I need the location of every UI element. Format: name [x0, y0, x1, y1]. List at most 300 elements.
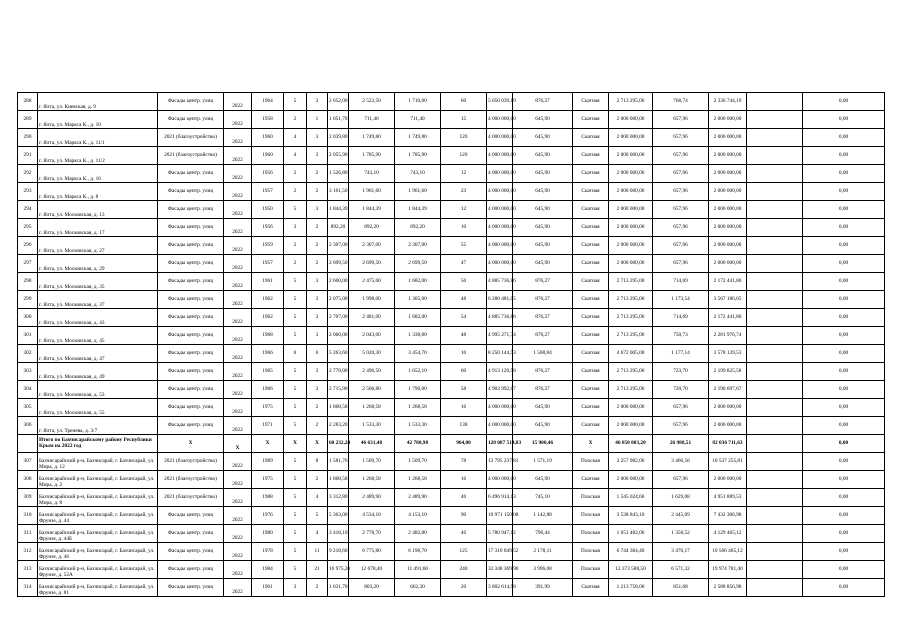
cell-floors: 5	[284, 201, 307, 219]
cell-build-year: 1957	[252, 183, 284, 201]
cell-roof-type: Скатная	[573, 237, 609, 255]
cell-specific-cost: 26 988,51	[653, 435, 709, 453]
cell-plan-year: 2022	[224, 417, 252, 435]
cell-work-type: Фасады центр. улиц	[158, 183, 224, 201]
cell-plan-year: 2022	[224, 489, 252, 507]
cell-entrances: 2	[307, 183, 328, 201]
cell-address: Бахчисарайский р-н, Бахчисарай, г. Бахчисарай, ул. Фрунзе, д. 44	[38, 507, 158, 525]
cell-budget-amount: 4 129 465,12	[709, 525, 747, 543]
cell-other-amount: 0,00	[803, 255, 885, 273]
cell-other-amount: 0,00	[803, 363, 885, 381]
cell-build-year: 1956	[252, 165, 284, 183]
cell-total-area: 2 060,00	[328, 327, 349, 345]
cell-fund-amount: 2 713 295,00	[609, 93, 653, 111]
cell-plan-year: 2022	[224, 111, 252, 129]
cell-budget-amount: 2 000 000,00	[709, 255, 747, 273]
cell-work-type: Фасады центр. улиц	[158, 363, 224, 381]
cell-row-number: 296	[18, 237, 38, 255]
cell-fund-amount: 2 000 000,00	[609, 255, 653, 273]
cell-build-year: 1950	[252, 201, 284, 219]
cell-plan-year: 2022	[224, 381, 252, 399]
cell-total-area: 2 075,00	[328, 291, 349, 309]
cell-total-cost: 4 885 736,86	[487, 273, 513, 291]
cell-address: г. Ялта, ул. Московская, д. 55	[38, 399, 158, 417]
cell-floors: 2	[284, 255, 307, 273]
cell-plan-year: 2022	[224, 543, 252, 561]
cell-roof-type: Плоская	[573, 453, 609, 471]
cell-unit-cost: 645,90	[513, 183, 573, 201]
cell-other-amount: 0,00	[803, 561, 885, 579]
cell-other-amount: 0,00	[803, 129, 885, 147]
cell-roof-type: Скатная	[573, 147, 609, 165]
cell-plan-year: 2022	[224, 291, 252, 309]
cell-fund-amount: 12 373 588,50	[609, 561, 653, 579]
cell-living-area: 1 998,00	[349, 291, 395, 309]
cell-living-area: 711,40	[349, 111, 395, 129]
total-row	[18, 435, 885, 453]
cell-unit-cost: 876,27	[513, 381, 573, 399]
cell-living-area: 12 678,40	[349, 561, 395, 579]
cell-build-year: 1984	[252, 561, 284, 579]
cell-fund-amount: 3 538 843,10	[609, 507, 653, 525]
cell-living-area: 2 043,00	[349, 327, 395, 345]
cell-plan-year: 2022	[224, 363, 252, 381]
cell-entrances: 3	[307, 93, 328, 111]
cell-work-type: Фасады центр. улиц	[158, 561, 224, 579]
cell-unit-cost: 645,90	[513, 201, 573, 219]
cell-row-number: 290	[18, 129, 38, 147]
cell-roof-type: Скатная	[573, 129, 609, 147]
cell-residential-area: 892,20	[395, 219, 441, 237]
cell-roof-type: Плоская	[573, 561, 609, 579]
cell-budget-amount: 2 199 825,58	[709, 363, 747, 381]
cell-specific-cost: 6 571,32	[653, 561, 709, 579]
cell-specific-cost: 657,96	[653, 219, 709, 237]
cell-fund-amount: 3 257 982,00	[609, 453, 653, 471]
cell-address: г. Ялта, ул. Тренева, д. 3/7	[38, 417, 158, 435]
cell-roof-type: Скатная	[573, 183, 609, 201]
table-row	[18, 345, 885, 363]
table-row	[18, 129, 885, 147]
cell-row-number: 295	[18, 219, 38, 237]
cell-budget-amount: 2 000 000,00	[709, 147, 747, 165]
cell-fund-amount: 2 713 295,00	[609, 327, 653, 345]
cell-address: г. Ялта, ул. Московская, д. 29	[38, 255, 158, 273]
cell-work-type: Фасады центр. улиц	[158, 507, 224, 525]
cell-entrances: 3	[307, 273, 328, 291]
cell-residential-area: 2 489,90	[395, 489, 441, 507]
cell-budget-amount: 2 000 000,00	[709, 417, 747, 435]
cell-unit-cost: 645,90	[513, 399, 573, 417]
cell-work-type: Фасады центр. улиц	[158, 525, 224, 543]
cell-address: г. Ялта, ул. Московская, д. 43	[38, 309, 158, 327]
cell-residents: 16	[441, 471, 487, 489]
cell-spacer	[747, 183, 803, 201]
cell-residents: 964,00	[441, 435, 487, 453]
cell-entrances: 6	[307, 345, 328, 363]
cell-total-area: 2 055,90	[328, 147, 349, 165]
cell-total-cost: 4 000 000,00	[487, 417, 513, 435]
table-row	[18, 93, 885, 111]
cell-budget-amount: 2 000 000,00	[709, 165, 747, 183]
table-row	[18, 525, 885, 543]
cell-unit-cost: 645,90	[513, 255, 573, 273]
cell-plan-year: 2022	[224, 345, 252, 363]
cell-entrances: 3	[307, 381, 328, 399]
cell-other-amount: 0,00	[803, 525, 885, 543]
cell-spacer	[747, 507, 803, 525]
cell-residents: 58	[441, 381, 487, 399]
cell-row-number: 314	[18, 579, 38, 597]
cell-entrances: X	[307, 435, 328, 453]
cell-entrances: 2	[307, 255, 328, 273]
cell-build-year: 1975	[252, 399, 284, 417]
cell-roof-type: Скатная	[573, 363, 609, 381]
cell-residents: 55	[441, 237, 487, 255]
cell-build-year: 1966	[252, 381, 284, 399]
cell-floors: X	[284, 435, 307, 453]
cell-residents: 120	[441, 147, 487, 165]
cell-total-area: 16 975,20	[328, 561, 349, 579]
cell-fund-amount: 1 545 024,60	[609, 489, 653, 507]
cell-budget-amount: 2 000 000,00	[709, 237, 747, 255]
cell-other-amount: 0,00	[803, 381, 885, 399]
cell-row-number: 288	[18, 93, 38, 111]
cell-fund-amount: 2 000 000,00	[609, 417, 653, 435]
cell-plan-year: 2022	[224, 147, 252, 165]
cell-unit-cost: 876,27	[513, 93, 573, 111]
cell-total-area: 3 312,80	[328, 489, 349, 507]
cell-living-area: 1 268,58	[349, 399, 395, 417]
cell-residents: 60	[441, 363, 487, 381]
cell-other-amount: 0,00	[803, 201, 885, 219]
cell-spacer	[747, 579, 803, 597]
cell-address: Итого по Бахчисарайскому району Республики Крым на 2022 год	[38, 435, 158, 453]
cell-entrances: 4	[307, 489, 328, 507]
cell-plan-year: 2022	[224, 399, 252, 417]
cell-total-cost: 128 087 514,83	[487, 435, 513, 453]
cell-total-area: 1 051,70	[328, 111, 349, 129]
cell-work-type: Фасады центр. улиц	[158, 93, 224, 111]
cell-entrances: 4	[307, 525, 328, 543]
cell-work-type: Фасады центр. улиц	[158, 273, 224, 291]
cell-total-cost: 32 348 369,90	[487, 561, 513, 579]
cell-plan-year: 2022	[224, 273, 252, 291]
cell-specific-cost: 714,69	[653, 309, 709, 327]
cell-unit-cost: 391,99	[513, 579, 573, 597]
cell-other-amount: 0,00	[803, 453, 885, 471]
cell-total-area: 2 778,00	[328, 363, 349, 381]
cell-unit-cost: 645,90	[513, 417, 573, 435]
cell-plan-year: 2022	[224, 93, 252, 111]
cell-spacer	[747, 219, 803, 237]
cell-unit-cost: 876,27	[513, 327, 573, 345]
cell-entrances: 8	[307, 453, 328, 471]
cell-total-cost: 5 050 039,19	[487, 93, 513, 111]
cell-work-type: Фасады центр. улиц	[158, 237, 224, 255]
cell-living-area: 1 268,58	[349, 471, 395, 489]
cell-address: г. Ялта, ул. Маркса К., д. 8	[38, 183, 158, 201]
cell-total-cost: 4 000 000,00	[487, 219, 513, 237]
cell-specific-cost: 2 445,09	[653, 507, 709, 525]
cell-residents: 60	[441, 93, 487, 111]
cell-residents: 46	[441, 525, 487, 543]
cell-work-type: Фасады центр. улиц	[158, 327, 224, 345]
cell-other-amount: 0,00	[803, 237, 885, 255]
cell-floors: 5	[284, 399, 307, 417]
cell-residential-area: 1 961,60	[395, 183, 441, 201]
cell-plan-year: X	[224, 435, 252, 453]
cell-spacer	[747, 255, 803, 273]
cell-spacer	[747, 471, 803, 489]
cell-fund-amount: 2 713 295,00	[609, 273, 653, 291]
cell-other-amount: 0,00	[803, 111, 885, 129]
cell-other-amount: 0,00	[803, 147, 885, 165]
cell-roof-type: Плоская	[573, 543, 609, 561]
table-row	[18, 309, 885, 327]
cell-address: г. Ялта, ул. Московская, д. 45	[38, 327, 158, 345]
cell-total-cost: 17 310 849,52	[487, 543, 513, 561]
cell-address: Бахчисарайский р-н, Бахчисарай, г. Бахчисарай, ул. Фрунзе, д. 81	[38, 579, 158, 597]
cell-residents: 12	[441, 201, 487, 219]
cell-spacer	[747, 111, 803, 129]
cell-build-year: 1961	[252, 273, 284, 291]
cell-specific-cost: 714,69	[653, 273, 709, 291]
cell-spacer	[747, 561, 803, 579]
cell-other-amount: 0,00	[803, 471, 885, 489]
cell-roof-type: Плоская	[573, 507, 609, 525]
cell-fund-amount: 4 672 005,00	[609, 345, 653, 363]
cell-spacer	[747, 417, 803, 435]
cell-specific-cost: 657,96	[653, 111, 709, 129]
cell-living-area: 1 509,70	[349, 453, 395, 471]
cell-address: Бахчисарайский р-н, Бахчисарай, г. Бахчисарай, ул. Фрунзе, д. 44Б	[38, 525, 158, 543]
cell-address: г. Ялта, ул. Маркса К., д. 16	[38, 165, 158, 183]
cell-address: г. Ялта, ул. Московская, д. 35	[38, 273, 158, 291]
cell-plan-year: 2022	[224, 453, 252, 471]
cell-work-type: Фасады центр. улиц	[158, 111, 224, 129]
cell-unit-cost: 645,90	[513, 129, 573, 147]
cell-build-year: 1978	[252, 543, 284, 561]
cell-other-amount: 0,00	[803, 165, 885, 183]
cell-residential-area: 1 682,00	[395, 273, 441, 291]
cell-specific-cost: 3 476,17	[653, 543, 709, 561]
cell-row-number: 310	[18, 507, 38, 525]
cell-spacer	[747, 543, 803, 561]
cell-floors: 6	[284, 345, 307, 363]
cell-fund-amount: 2 000 000,00	[609, 201, 653, 219]
cell-total-cost: 4 903 992,67	[487, 381, 513, 399]
cell-total-area: 2 699,50	[328, 255, 349, 273]
cell-row-number: 311	[18, 525, 38, 543]
cell-unit-cost: 645,90	[513, 165, 573, 183]
cell-living-area: 2 475,00	[349, 273, 395, 291]
cell-living-area: 2 489,90	[349, 489, 395, 507]
cell-specific-cost: 851,68	[653, 579, 709, 597]
cell-floors: 4	[284, 147, 307, 165]
cell-spacer	[747, 345, 803, 363]
table-row	[18, 183, 885, 201]
cell-row-number: 294	[18, 201, 38, 219]
cell-entrances: 3	[307, 309, 328, 327]
cell-floors: 5	[284, 525, 307, 543]
cell-plan-year: 2022	[224, 507, 252, 525]
cell-entrances: 3	[307, 291, 328, 309]
cell-build-year: 1976	[252, 507, 284, 525]
cell-floors: 2	[284, 237, 307, 255]
cell-total-area: 3 418,10	[328, 525, 349, 543]
cell-total-cost: 4 000 000,00	[487, 129, 513, 147]
table-row	[18, 219, 885, 237]
cell-roof-type: Скатная	[573, 291, 609, 309]
cell-floors: 5	[284, 291, 307, 309]
cell-living-area: 743,10	[349, 165, 395, 183]
cell-unit-cost: 1 571,19	[513, 453, 573, 471]
cell-other-amount: 0,00	[803, 579, 885, 597]
cell-total-cost: 4 885 736,86	[487, 309, 513, 327]
cell-entrances: 2	[307, 471, 328, 489]
cell-build-year: 1989	[252, 453, 284, 471]
cell-other-amount: 0,00	[803, 435, 885, 453]
cell-budget-amount: 2 281 976,74	[709, 327, 747, 345]
cell-roof-type: Скатная	[573, 345, 609, 363]
cell-address: Бахчисарайский р-н, Бахчисарай, г. Бахчисарай, ул. Фрунзе, д. 52А	[38, 561, 158, 579]
cell-living-area: 2 778,70	[349, 525, 395, 543]
cell-total-area: 3 161,50	[328, 183, 349, 201]
cell-residential-area: 662,30	[395, 579, 441, 597]
cell-plan-year: 2022	[224, 471, 252, 489]
cell-row-number: 292	[18, 165, 38, 183]
cell-floors: 3	[284, 219, 307, 237]
cell-work-type: Фасады центр. улиц	[158, 291, 224, 309]
cell-specific-cost: 657,96	[653, 399, 709, 417]
cell-build-year: 1968	[252, 327, 284, 345]
cell-specific-cost: 657,96	[653, 417, 709, 435]
cell-plan-year: 2022	[224, 201, 252, 219]
cell-residents: 240	[441, 561, 487, 579]
cell-floors: 5	[284, 327, 307, 345]
cell-roof-type: Скатная	[573, 579, 609, 597]
cell-roof-type: Скатная	[573, 399, 609, 417]
cell-work-type: Фасады центр. улиц	[158, 309, 224, 327]
cell-work-type: 2021 (благоустройство)	[158, 147, 224, 165]
cell-budget-amount: 10 566 465,12	[709, 543, 747, 561]
cell-budget-amount: 2 336 744,19	[709, 93, 747, 111]
cell-other-amount: 0,00	[803, 93, 885, 111]
cell-total-area: 2 039,80	[328, 129, 349, 147]
cell-plan-year: 2022	[224, 561, 252, 579]
cell-residential-area: 1 533,30	[395, 417, 441, 435]
cell-unit-cost: 645,90	[513, 147, 573, 165]
table-row	[18, 561, 885, 579]
cell-entrances: 3	[307, 363, 328, 381]
cell-row-number: 302	[18, 345, 38, 363]
cell-budget-amount: 2 190 697,67	[709, 381, 747, 399]
cell-unit-cost: 876,27	[513, 363, 573, 381]
cell-roof-type: Скатная	[573, 165, 609, 183]
cell-budget-amount: 19 974 781,40	[709, 561, 747, 579]
table-row	[18, 579, 885, 597]
cell-floors: 4	[284, 129, 307, 147]
table-row	[18, 147, 885, 165]
cell-entrances: 2	[307, 165, 328, 183]
cell-residents: 120	[441, 129, 487, 147]
cell-floors: 5	[284, 93, 307, 111]
cell-budget-amount: 3 578 139,53	[709, 345, 747, 363]
cell-fund-amount: 2 000 000,00	[609, 219, 653, 237]
cell-residents: 20	[441, 579, 487, 597]
cell-total-cost: 3 802 614,98	[487, 579, 513, 597]
cell-total-cost: 4 000 000,00	[487, 201, 513, 219]
cell-fund-amount: 2 000 000,00	[609, 237, 653, 255]
cell-specific-cost: 657,96	[653, 147, 709, 165]
table-row	[18, 273, 885, 291]
cell-row-number: 304	[18, 381, 38, 399]
cell-build-year: 1965	[252, 363, 284, 381]
cell-living-area: 1 533,30	[349, 417, 395, 435]
cell-entrances: 3	[307, 147, 328, 165]
cell-other-amount: 0,00	[803, 327, 885, 345]
cell-address: г. Ялта, ул. Московская, д. 53	[38, 381, 158, 399]
cell-total-area: 9 218,60	[328, 543, 349, 561]
cell-build-year: 1961	[252, 579, 284, 597]
cell-total-area: 1 031,70	[328, 579, 349, 597]
cell-fund-amount: 2 000 000,00	[609, 129, 653, 147]
cell-spacer	[747, 273, 803, 291]
cell-residents: 90	[441, 507, 487, 525]
cell-plan-year: 2022	[224, 183, 252, 201]
cell-entrances: 2	[307, 579, 328, 597]
cell-total-area: 5 363,00	[328, 507, 349, 525]
cell-specific-cost: 723,70	[653, 363, 709, 381]
cell-living-area: 6 775,80	[349, 543, 395, 561]
table-row	[18, 165, 885, 183]
cell-total-cost: 4 995 271,74	[487, 327, 513, 345]
cell-unit-cost: 876,27	[513, 291, 573, 309]
cell-budget-amount: 2 172 441,86	[709, 273, 747, 291]
cell-living-area: 4 534,10	[349, 507, 395, 525]
cell-residents: 78	[441, 453, 487, 471]
cell-total-area: 2 707,00	[328, 309, 349, 327]
cell-row-number: 299	[18, 291, 38, 309]
cell-other-amount: 0,00	[803, 183, 885, 201]
cell-total-cost: 6 280 481,05	[487, 291, 513, 309]
cell-row-number: 303	[18, 363, 38, 381]
cell-build-year: 1988	[252, 489, 284, 507]
cell-entrances: 21	[307, 561, 328, 579]
cell-build-year: 1960	[252, 147, 284, 165]
cell-work-type: Фасады центр. улиц	[158, 219, 224, 237]
cell-living-area: 2 307,00	[349, 237, 395, 255]
cell-total-cost: 10 971 150,08	[487, 507, 513, 525]
cell-budget-amount: 10 537 255,81	[709, 453, 747, 471]
cell-floors: 5	[284, 363, 307, 381]
cell-residents: 54	[441, 309, 487, 327]
cell-address: Бахчисарайский р-н, Бахчисарай, г. Бахчисарай, ул. Мира, д. 2	[38, 471, 158, 489]
table-row	[18, 237, 885, 255]
cell-other-amount: 0,00	[803, 507, 885, 525]
cell-build-year: 1957	[252, 255, 284, 273]
cell-address: Бахчисарайский р-н, Бахчисарай, г. Бахчисарай, ул. Фрунзе, д. 46	[38, 543, 158, 561]
cell-fund-amount: 2 713 295,00	[609, 309, 653, 327]
table-row	[18, 201, 885, 219]
cell-total-area: 892,20	[328, 219, 349, 237]
cell-row-number: 297	[18, 255, 38, 273]
cell-residents: 47	[441, 255, 487, 273]
cell-fund-amount: 1 651 482,00	[609, 525, 653, 543]
cell-other-amount: 0,00	[803, 399, 885, 417]
cell-specific-cost: 657,96	[653, 237, 709, 255]
